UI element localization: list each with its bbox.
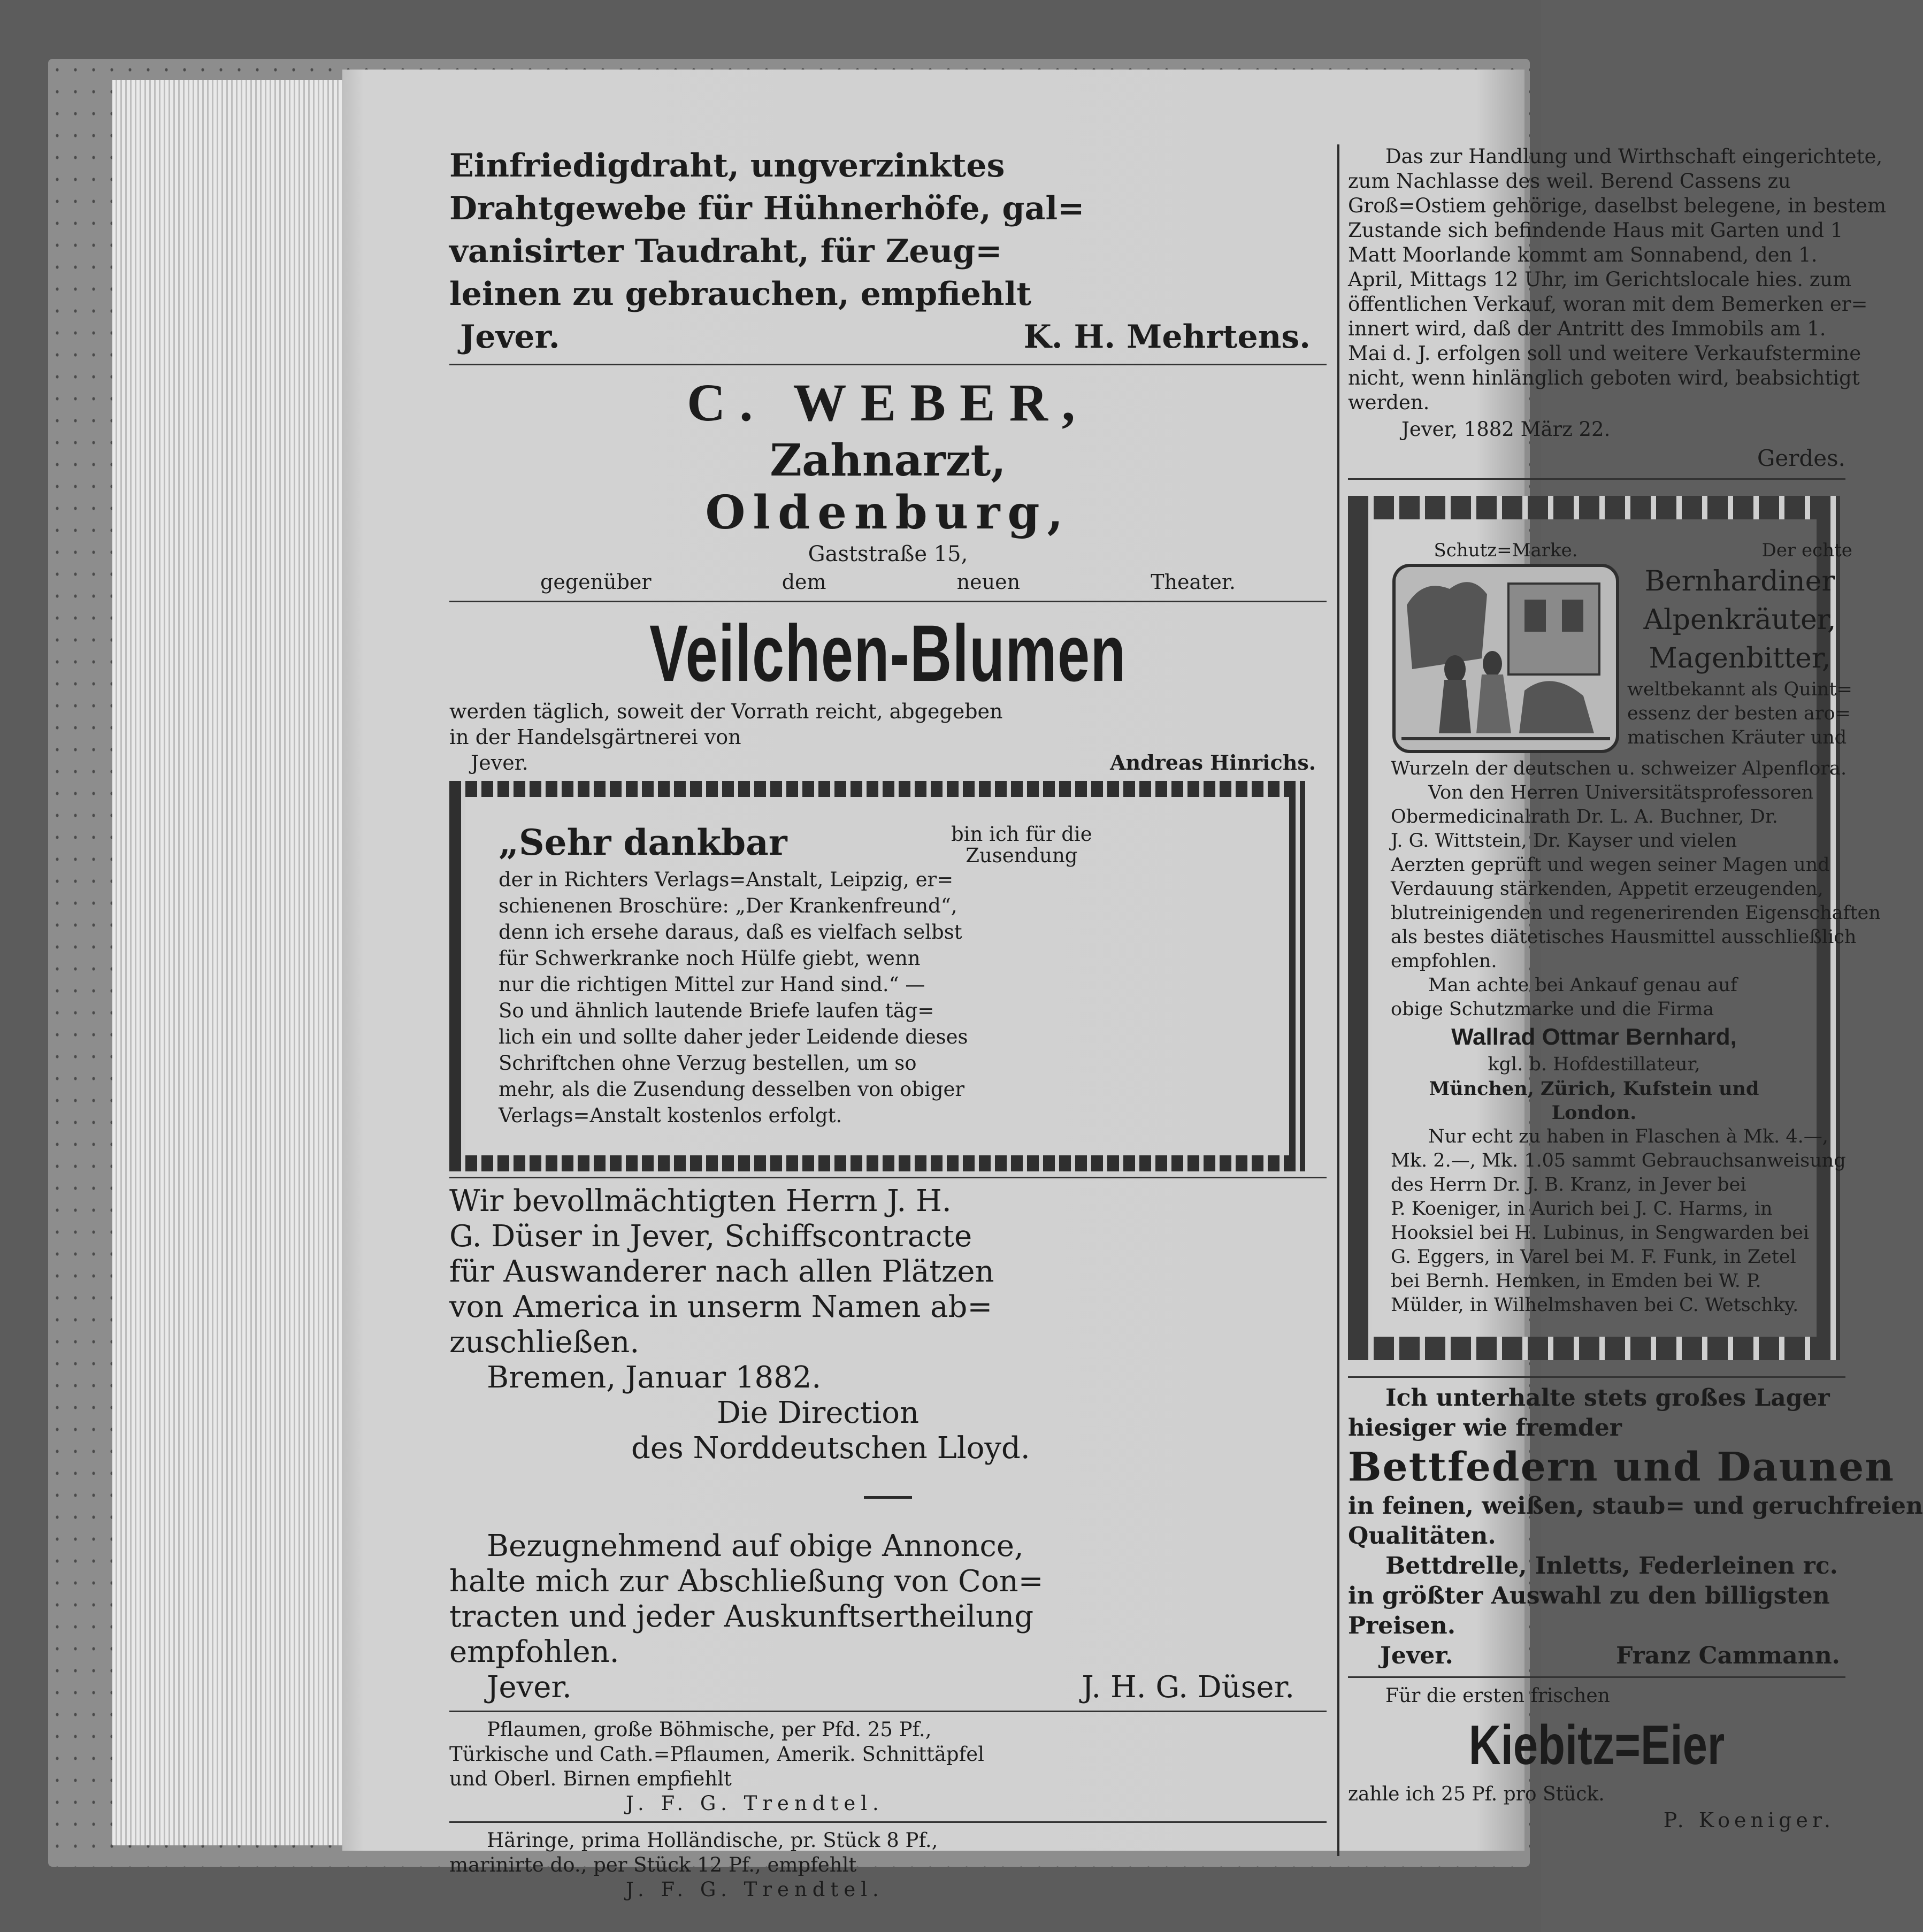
ad-divider xyxy=(1348,1376,1845,1378)
ad-line: Von den Herren Universitätsprofessoren xyxy=(1428,782,1814,803)
ad-line: matischen Kräuter und xyxy=(1627,727,1847,748)
word: neuen xyxy=(956,570,1021,594)
ad-line: blutreinigenden und regenerirenden Eigenschaften xyxy=(1391,902,1881,924)
ad-firm-title: kgl. b. Hofdestillateur, xyxy=(1488,1054,1700,1075)
ad-signature: Andreas Hinrichs. xyxy=(1110,750,1316,775)
ad-headline: C. WEBER, xyxy=(687,373,1089,432)
ad-divider xyxy=(1348,478,1845,480)
ad-title-line: Alpenkräuter, xyxy=(1643,604,1836,636)
ad-signature: Die Direction xyxy=(717,1396,920,1430)
ad-line: Obermedicinalrath Dr. L. A. Buchner, Dr. xyxy=(1391,806,1778,827)
ad-line: denn ich ersehe daraus, daß es vielfach selbst xyxy=(499,921,962,944)
trademark-label: Schutz=Marke. xyxy=(1434,540,1578,561)
ad-headline: Veilchen-Blumen xyxy=(649,608,1127,698)
ad-signature: des Norddeutschen Lloyd. xyxy=(631,1431,1030,1466)
ad-line: bin ich für die xyxy=(951,823,1092,846)
separator-dash xyxy=(864,1496,912,1499)
ad-line: Mülder, in Wilhelmshaven bei C. Wetschky. xyxy=(1391,1294,1799,1316)
ad-signature: K. H. Mehrtens. xyxy=(1023,318,1311,356)
column-rule xyxy=(1337,144,1339,1856)
ad-sign-row xyxy=(449,1670,1327,1705)
ad-intro: Der echte xyxy=(1761,540,1852,561)
ad-line: Wir bevollmächtigten Herrn J. H. xyxy=(449,1184,952,1218)
ad-line: Türkische und Cath.=Pflaumen, Amerik. Schnittäpfel xyxy=(449,1743,985,1766)
ad-krankenfreund xyxy=(449,781,1305,1171)
ad-line: öffentlichen Verkauf, woran mit dem Bemerken er= xyxy=(1348,293,1868,316)
ad-line: Zusendung xyxy=(966,844,1078,867)
ad-line: in feinen, weißen, staub= und geruchfreien xyxy=(1348,1492,1923,1520)
ad-signature: P. Koeniger. xyxy=(1663,1808,1835,1832)
ad-line: nicht, wenn hinlänglich geboten wird, beabsichtigt xyxy=(1348,366,1860,389)
ad-line: Das zur Handlung und Wirthschaft eingerichtete, xyxy=(1385,145,1883,168)
ad-line: Aerzten geprüft und wegen seiner Magen und xyxy=(1391,854,1830,876)
ad-veilchen xyxy=(449,608,1327,776)
ad-wire xyxy=(449,144,1327,358)
ad-line: Hooksiel bei H. Lubinus, in Sengwarden bei xyxy=(1391,1222,1810,1244)
ad-divider xyxy=(449,601,1327,602)
ad-firm-name: Wallrad Ottmar Bernhard, xyxy=(1451,1024,1737,1050)
ad-headline: Bettfedern und Daunen xyxy=(1348,1444,1895,1490)
ad-line: leinen zu gebrauchen, empfiehlt xyxy=(449,275,1032,313)
ad-place: Jever. xyxy=(1380,1642,1453,1669)
ad-pflaumen xyxy=(449,1718,1327,1816)
ad-line: bei Bernh. Hemken, in Emden bei W. P. xyxy=(1391,1270,1761,1292)
ad-kiebitz xyxy=(1348,1683,1845,1833)
ad-line: für Schwerkranke noch Hülfe giebt, wenn xyxy=(499,947,921,970)
ad-signature: J. F. G. Trendtel. xyxy=(626,1878,884,1901)
ad-headline: „Sehr dankbar xyxy=(499,822,787,863)
ad-line: obige Schutzmarke und die Firma xyxy=(1391,999,1714,1020)
ad-line: und Oberl. Birnen empfiehlt xyxy=(449,1767,732,1790)
ad-sign-row xyxy=(449,316,1327,358)
ad-line: Nur echt zu haben in Flaschen à Mk. 4.—, xyxy=(1428,1126,1828,1147)
ad-line: Drahtgewebe für Hühnerhöfe, gal= xyxy=(449,190,1085,227)
word: gegenüber xyxy=(540,570,652,594)
ad-line: Zustande sich befindende Haus mit Garten und 1 xyxy=(1348,219,1843,242)
ad-line: Mk. 2.—, Mk. 1.05 sammt Gebrauchsanweisung xyxy=(1391,1150,1846,1171)
ad-street: Gaststraße 15, xyxy=(808,542,968,566)
ad-auction xyxy=(1348,144,1887,473)
ad-line: vanisirter Taudraht, für Zeug= xyxy=(449,233,1002,270)
ad-line: P. Koeniger, in Aurich bei J. C. Harms, in xyxy=(1391,1198,1773,1220)
ad-place-date: Bremen, Januar 1882. xyxy=(487,1360,822,1395)
ad-headline-row xyxy=(499,824,1256,867)
ad-city: Oldenburg, xyxy=(705,486,1071,540)
ad-line: empfohlen. xyxy=(449,1635,619,1669)
ad-line: lich ein und sollte daher jeder Leidende dieses xyxy=(499,1025,968,1048)
ad-line: Häringe, prima Holländische, pr. Stück 8 Pf., xyxy=(487,1829,938,1852)
ad-signature: J. F. G. Trendtel. xyxy=(626,1792,884,1815)
left-column xyxy=(449,144,1327,1901)
word: Theater. xyxy=(1151,570,1236,594)
ad-subtitle: Zahnarzt, xyxy=(770,435,1006,486)
ad-divider xyxy=(449,1177,1327,1178)
ad-line: Einfriedigdraht, ungverzinktes xyxy=(449,147,1005,185)
ad-line: J. G. Wittstein, Dr. Kayser und vielen xyxy=(1391,830,1737,852)
ad-line: hiesiger wie fremder xyxy=(1348,1414,1622,1442)
page-edges xyxy=(112,80,348,1845)
ad-location xyxy=(449,569,1327,595)
ad-line: Bezugnehmend auf obige Annonce, xyxy=(487,1529,1024,1563)
newspaper-page xyxy=(342,70,1923,1901)
ad-line: Für die ersten frischen xyxy=(1385,1685,1610,1707)
right-column xyxy=(1348,144,1923,1832)
ad-line: zuschließen. xyxy=(449,1325,640,1360)
ad-haeringe xyxy=(449,1828,1327,1902)
ad-line: Preisen. xyxy=(1348,1612,1456,1639)
ad-line: innert wird, daß der Antritt des Immobils am 1. xyxy=(1348,317,1826,340)
ad-line: essenz der besten aro= xyxy=(1627,703,1851,724)
ad-line: empfohlen. xyxy=(1391,950,1497,972)
ad-line: für Auswanderer nach allen Plätzen xyxy=(449,1254,994,1289)
ad-sign-row xyxy=(1348,1641,1845,1671)
ad-title-block xyxy=(1627,539,1852,757)
ad-line: Man achte bei Ankauf genau auf xyxy=(1428,975,1737,996)
ad-date: Jever, 1882 März 22. xyxy=(1401,418,1611,441)
ad-line: werden. xyxy=(1348,391,1430,414)
ad-divider xyxy=(449,1821,1327,1823)
ad-line: nur die richtigen Mittel zur Hand sind.“ — xyxy=(499,973,925,996)
ad-line: Verdauung stärkenden, Appetit erzeugenden, xyxy=(1391,878,1824,900)
ad-sign-row xyxy=(449,750,1327,776)
ad-line: der in Richters Verlags=Anstalt, Leipzig, er= xyxy=(499,868,954,891)
ad-line: zahle ich 25 Pf. pro Stück. xyxy=(1348,1783,1605,1805)
ad-line: des Herrn Dr. J. B. Kranz, in Jever bei xyxy=(1391,1174,1746,1195)
ad-weber xyxy=(449,371,1327,595)
ad-line: in größter Auswahl zu den billigsten xyxy=(1348,1582,1830,1609)
ad-header xyxy=(1391,539,1852,757)
ad-divider xyxy=(449,364,1327,365)
trademark-engraving xyxy=(1391,562,1621,755)
ad-line: Mai d. J. erfolgen soll und weitere Verkaufstermine xyxy=(1348,342,1861,365)
ad-line: Wurzeln der deutschen u. schweizer Alpenflora. xyxy=(1391,758,1847,779)
ad-line: mehr, als die Zusendung desselben von obiger xyxy=(499,1078,965,1101)
ad-line: G. Eggers, in Varel bei M. F. Funk, in Zetel xyxy=(1391,1246,1796,1268)
ad-line: Qualitäten. xyxy=(1348,1522,1496,1550)
ad-line: Ich unterhalte stets großes Lager xyxy=(1385,1384,1830,1412)
ad-title-line: Magenbitter, xyxy=(1649,642,1831,674)
ad-line: Matt Moorlande kommt am Sonnabend, den 1. xyxy=(1348,243,1818,266)
ad-divider xyxy=(449,1711,1327,1712)
ad-firm-cities: München, Zürich, Kufstein und London. xyxy=(1429,1078,1759,1124)
ad-headline-side xyxy=(787,824,1256,867)
ad-line: April, Mittags 12 Uhr, im Gerichtslocale hies. zum xyxy=(1348,268,1852,291)
ad-divider xyxy=(1348,1676,1845,1678)
ad-place: Jever. xyxy=(487,1670,572,1705)
ad-signature: J. H. G. Düser. xyxy=(1082,1670,1294,1705)
ad-line: als bestes diätetisches Hausmittel ausschließlich xyxy=(1391,926,1857,948)
trademark-block xyxy=(1391,539,1621,757)
ad-line: Bettdrelle, Inletts, Federleinen rc. xyxy=(1385,1552,1838,1580)
ad-line: in der Handelsgärtnerei von xyxy=(449,725,741,749)
ad-line: halte mich zur Abschließung von Con= xyxy=(449,1564,1044,1599)
ad-line: zum Nachlasse des weil. Berend Cassens zu xyxy=(1348,170,1791,193)
ad-line: Groß=Ostiem gehörige, daselbst belegene, in bestem xyxy=(1348,194,1887,217)
ad-signature: Franz Cammann. xyxy=(1616,1642,1840,1669)
ad-place: Jever. xyxy=(460,318,560,356)
ad-title-line: Bernhardiner xyxy=(1644,565,1835,597)
ad-bettfedern xyxy=(1348,1383,1923,1671)
ad-line: So und ähnlich lautende Briefe laufen täg= xyxy=(499,999,934,1022)
ad-line: Verlags=Anstalt kostenlos erfolgt. xyxy=(499,1104,842,1127)
ad-bernhardiner xyxy=(1348,496,1881,1360)
ad-line: weltbekannt als Quint= xyxy=(1627,679,1852,700)
ad-headline: Kiebitz=Eier xyxy=(1468,1714,1725,1776)
ad-lloyd xyxy=(449,1184,1327,1466)
ad-line: Schriftchen ohne Verzug bestellen, um so xyxy=(499,1052,917,1075)
ad-signature: Gerdes. xyxy=(1757,445,1845,471)
ad-line: Pflaumen, große Böhmische, per Pfd. 25 Pf., xyxy=(487,1718,932,1741)
ad-line: werden täglich, soweit der Vorrath reicht, abgegeben xyxy=(449,700,1003,723)
ad-line: von America in unserm Namen ab= xyxy=(449,1290,993,1324)
ad-line: marinirte do., per Stück 12 Pf., empfehlt xyxy=(449,1853,857,1876)
ad-line: G. Düser in Jever, Schiffscontracte xyxy=(449,1219,972,1254)
ad-line: schienenen Broschüre: „Der Krankenfreund“, xyxy=(499,894,957,917)
word: dem xyxy=(782,570,826,594)
ad-dueser xyxy=(449,1529,1327,1705)
ad-place: Jever. xyxy=(471,751,528,775)
ad-line: tracten und jeder Auskunftsertheilung xyxy=(449,1599,1034,1634)
